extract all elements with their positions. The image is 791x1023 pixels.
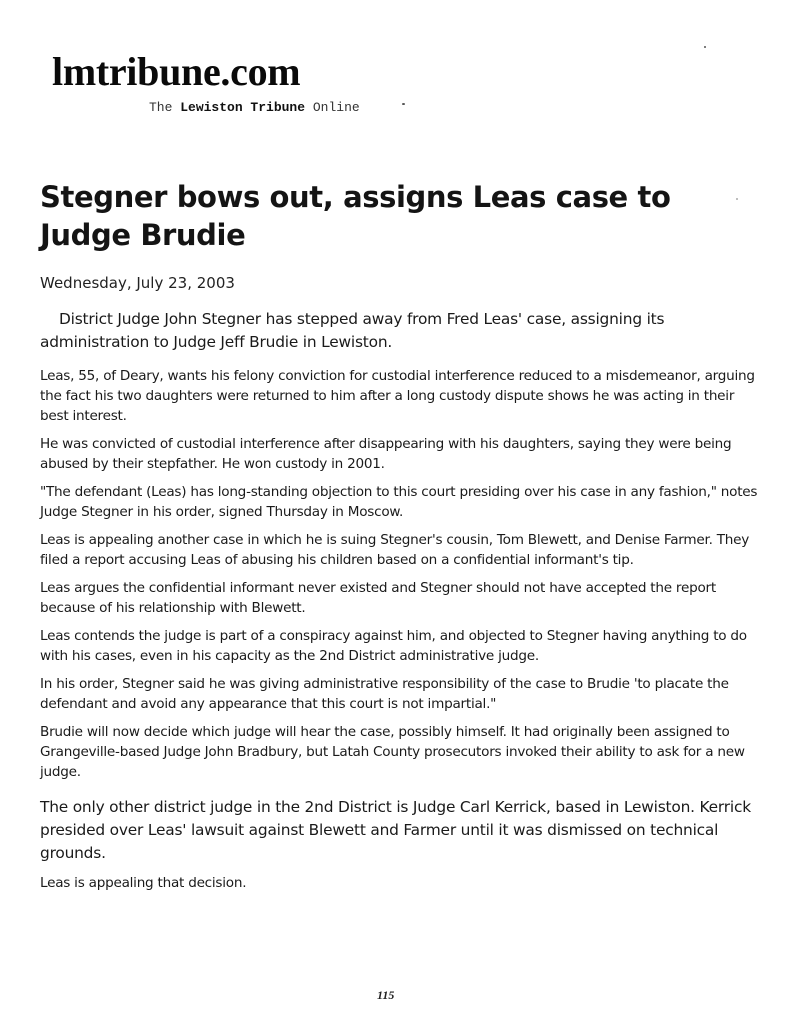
scan-speck xyxy=(402,103,405,105)
tagline-suffix: Online xyxy=(312,100,360,115)
page-number: 115 xyxy=(377,988,395,1002)
article-paragraph: "The defendant (Leas) has long-standing objection to this court presiding over his case in any fashion," notes Judge Stegner in his order, signed Thursday in Moscow. xyxy=(40,484,758,520)
article-paragraph: Leas argues the confidential informant never existed and Stegner should not have accepted the report because of his relationship with Blewett. xyxy=(40,580,716,616)
article-paragraph: The only other district judge in the 2nd District is Judge Carl Kerrick, based in Lewiston. Kerrick presided over Leas' lawsuit against Blewett and Farmer until it was dismissed on technical grounds. xyxy=(40,798,751,862)
tagline-prefix: The xyxy=(149,100,173,115)
article-paragraph: Leas is appealing another case in which he is suing Stegner's cousin, Tom Blewett, and Denise Farmer. They filed a report accusing Leas of abusing his children based on a confidential informant's tip. xyxy=(40,532,750,568)
article-paragraph: Leas, 55, of Deary, wants his felony conviction for custodial interference reduced to a misdemeanor, arguing the fact his two daughters were returned to him after a long custody dispute shows he was acting in their best interest. xyxy=(40,368,755,424)
site-tagline xyxy=(149,100,360,115)
article-paragraph: In his order, Stegner said he was giving administrative responsibility of the case to Brudie 'to placate the defendant and avoid any appearance that this court is not impartial." xyxy=(40,676,729,712)
article-paragraph: District Judge John Stegner has stepped away from Fred Leas' case, assigning its administration to Judge Jeff Brudie in Lewiston. xyxy=(40,310,665,351)
tagline-name: Lewiston Tribune xyxy=(180,100,306,115)
article-paragraph: Leas contends the judge is part of a conspiracy against him, and objected to Stegner having anything to do with his cases, even in his capacity as the 2nd District administrative judge. xyxy=(40,628,747,664)
scan-speck xyxy=(736,198,738,200)
article-paragraph: Brudie will now decide which judge will hear the case, possibly himself. It had originally been assigned to Grangeville-based Judge John Bradbury, but Latah County prosecutors invoked their ability to ask for a new judge. xyxy=(40,724,745,780)
article-paragraph: Leas is appealing that decision. xyxy=(40,875,247,891)
scan-speck xyxy=(704,46,706,48)
site-logo: lmtribune.com xyxy=(52,49,301,94)
article-headline: Stegner bows out, assigns Leas case to Judge Brudie xyxy=(40,180,671,252)
masthead xyxy=(52,48,360,115)
article-date: Wednesday, July 23, 2003 xyxy=(40,274,235,292)
article-body xyxy=(40,308,758,901)
article-paragraph: He was convicted of custodial interference after disappearing with his daughters, saying they were being abused by their stepfather. He won custody in 2001. xyxy=(40,436,732,472)
